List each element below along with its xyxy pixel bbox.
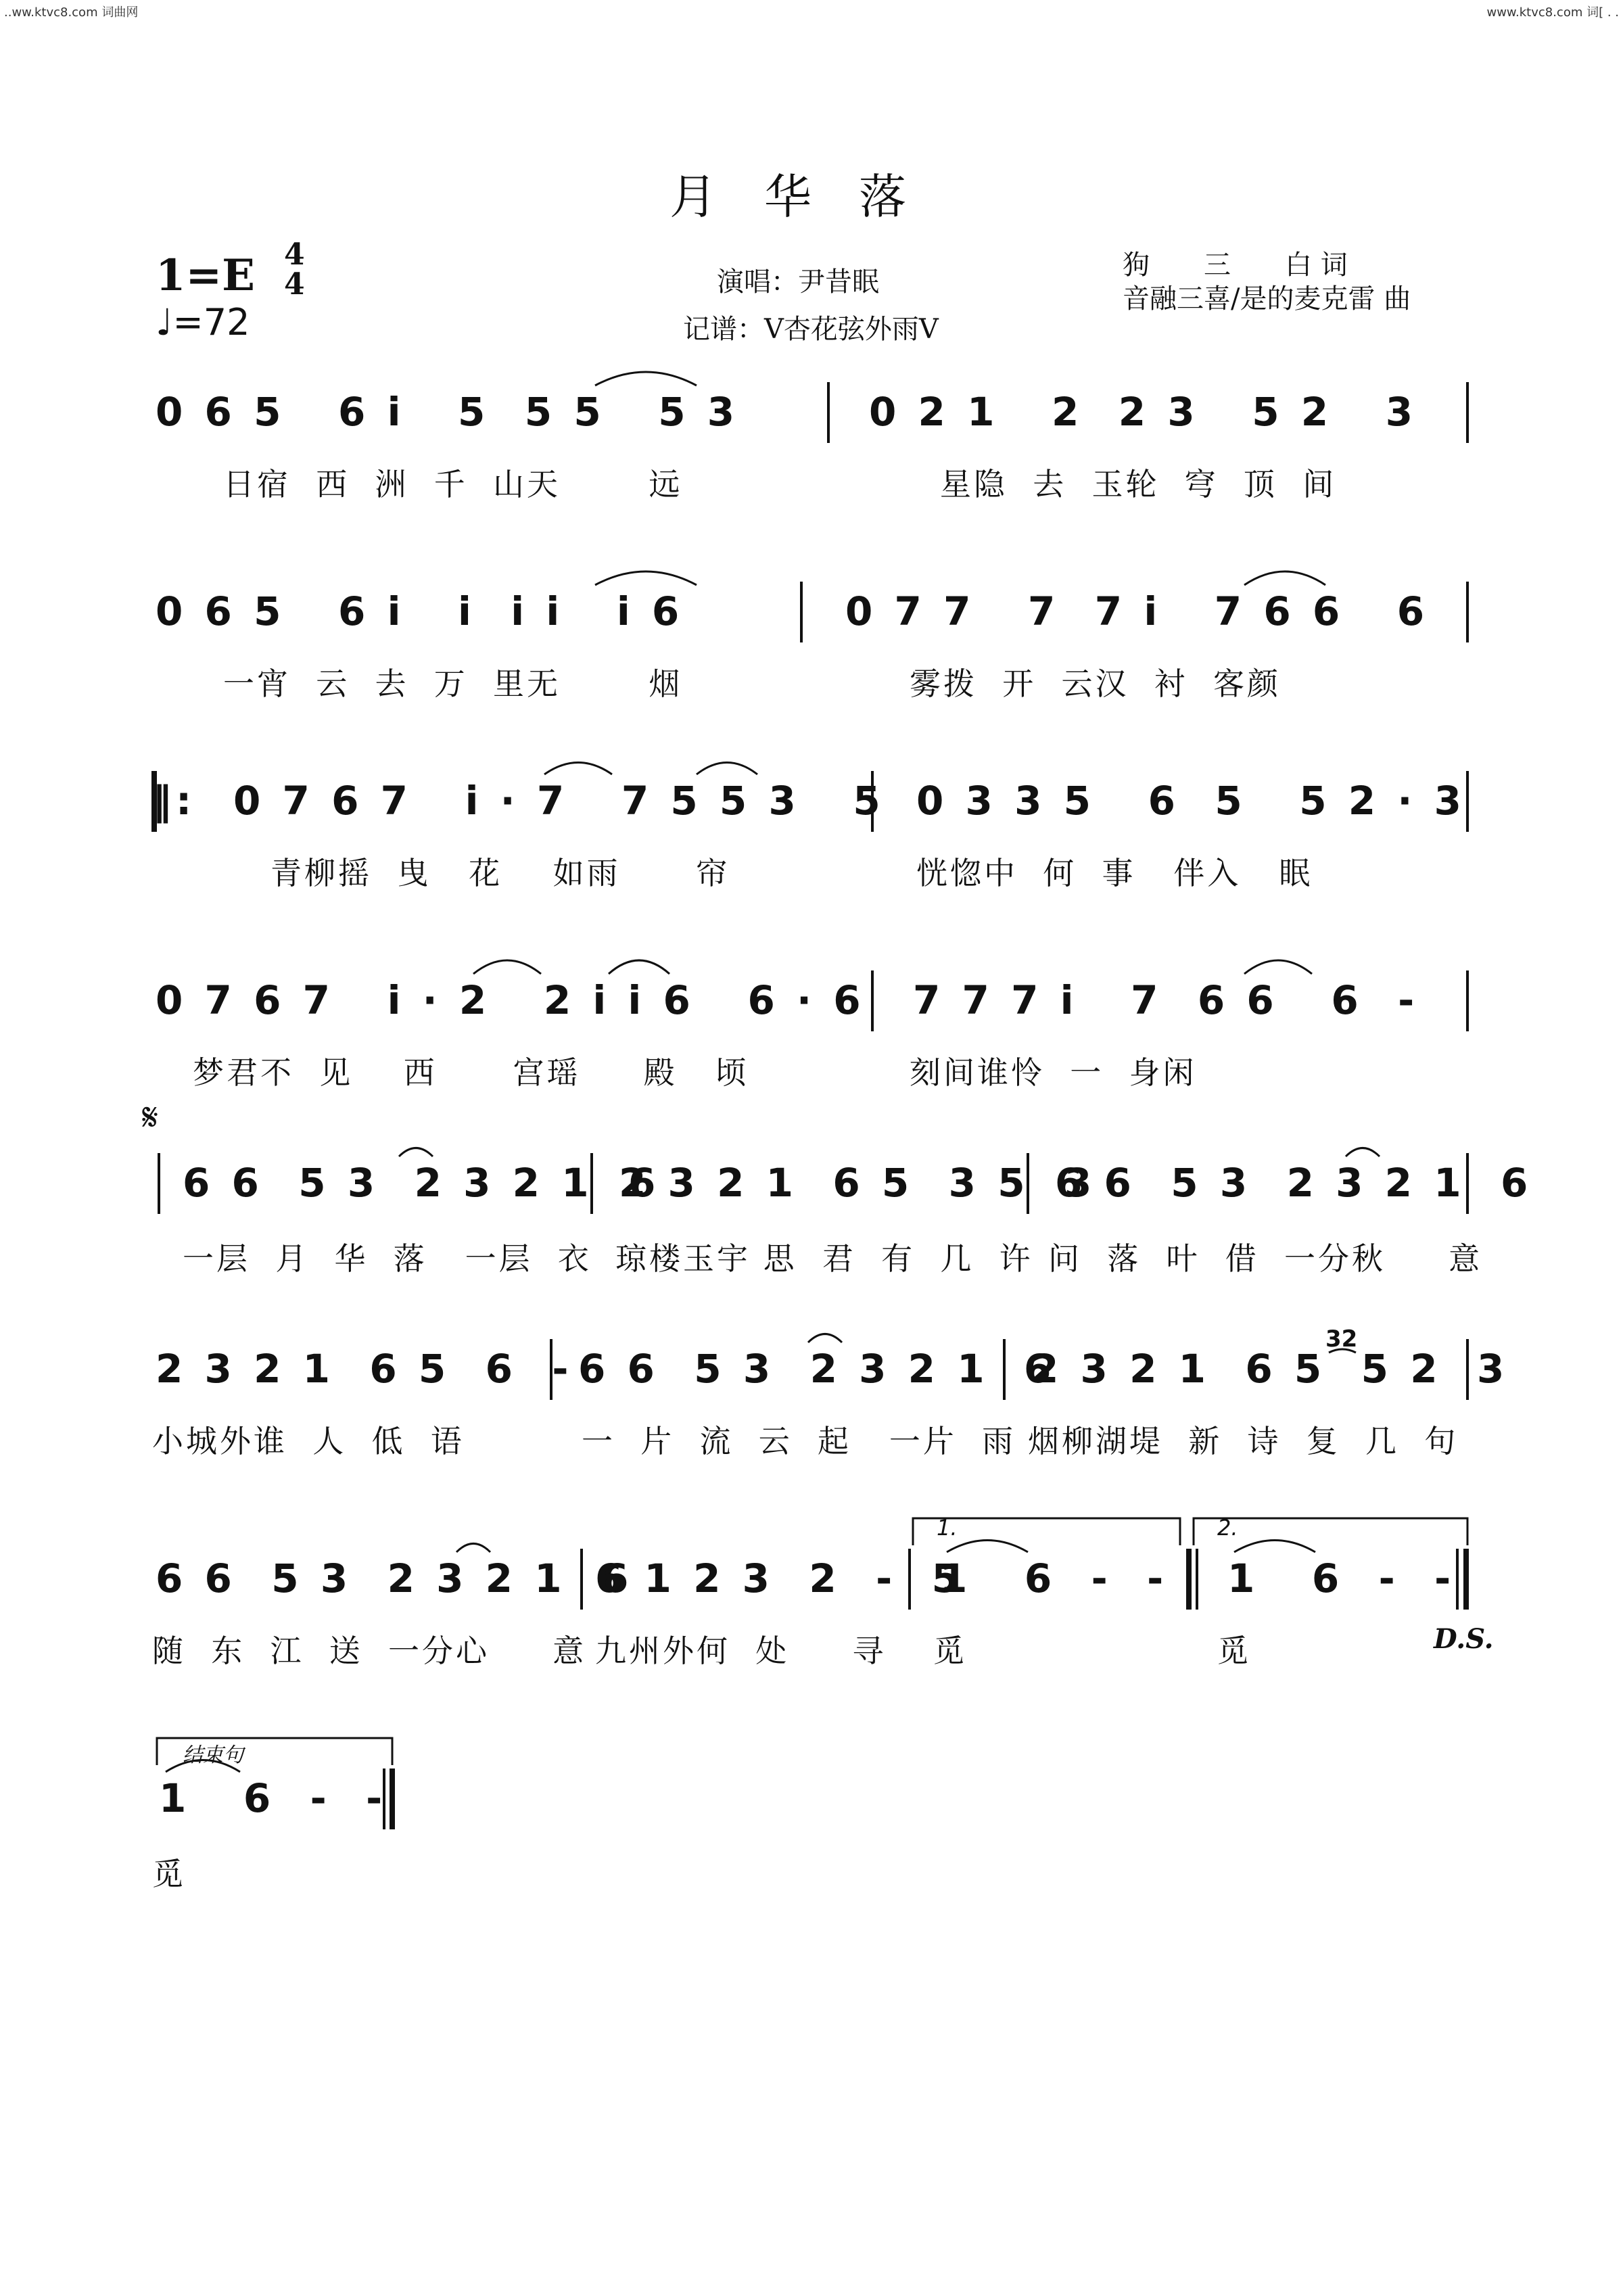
row7-notes-volta2: 1 6 - - [1227,1555,1455,1601]
volta-1-label: 1. [937,1515,958,1541]
site-watermark-right: www.ktvc8.com 词[ . . [1486,5,1619,20]
row5-lyrics-bar2: 琼楼玉宇 思 君 有 几 许 [615,1240,1033,1277]
row7-lyrics-bar1: 随 东 江 送 一分心 意 [152,1633,587,1669]
tempo-marking: ♩=72 [156,301,250,344]
key-signature: 1=E [156,250,255,301]
row7-lyrics-volta1: 觅 [933,1633,967,1669]
row3-notes-bar2: 0 3 3 5 6 5 5 2 · 3 [916,778,1465,824]
row7-lyrics-bar2: 九州外何 处 寻 [595,1633,887,1669]
row6-notes-bar2: 6 6 5 3 2 3 2 1 6 [578,1346,1056,1392]
singer-credit: 演唱：尹昔眠 [717,266,879,298]
row5-notes-bar3: 6 6 5 3 2 3 2 1 6 [1055,1160,1532,1206]
row4-lyrics-bar1: 梦君不 见 西 宫瑶 殿 顷 [193,1054,749,1091]
row8-lyrics: 觅 [152,1856,186,1892]
repeat-start-sign: ‖: [152,778,196,824]
row4-notes-bar2: 7 7 7 i 7 6 6 6 - [913,977,1419,1023]
row6-notes-bar3: 2 3 2 1 6 5 5 2 3 [1031,1346,1509,1392]
row7-notes-bar2: 6 1 2 3 2 - 5 [595,1555,963,1601]
row6-notes-bar1: 2 3 2 1 6 5 6 - [156,1346,573,1392]
volta-2-label: 2. [1217,1515,1238,1541]
row1-notes-bar1: 0 6 5 6 i 5 5 5 5 3 [156,389,739,435]
time-denominator: 4 [284,267,305,302]
row8-notes: 1 6 - - [159,1775,387,1821]
composer-credit: 音融三喜/是的麦克雷 曲 [1123,283,1411,314]
row5-lyrics-bar1: 一层 月 华 落 一层 衣 [183,1240,592,1277]
row3-notes-bar1: 0 7 6 7 i · 7 7 5 5 3 5 [233,778,885,824]
row5-lyrics-bar3: 问 落 叶 借 一分秋 意 [1048,1240,1483,1277]
row6-lyrics-bar3: 烟柳湖堤 新 诗 复 几 句 [1028,1423,1459,1459]
row7-notes-volta1: 1 6 - - [940,1555,1168,1601]
row4-lyrics-bar2: 刻间谁怜 一 身闲 [910,1054,1197,1091]
row7-notes-bar1: 6 6 5 3 2 3 2 1 6 [156,1555,633,1601]
row3-lyrics-bar2: 恍惚中 何 事 伴入 眠 [916,855,1313,891]
ending-label: 结束句 [183,1743,243,1767]
segno-sign: 𝄋 [142,1096,159,1140]
row3-lyrics-bar1: 青柳摇 曳 花 如雨 帘 [270,855,730,891]
row1-lyrics-bar1: 日宿 西 洲 千 山天 远 [223,466,683,502]
row6-lyrics-bar2: 一 片 流 云 起 一片 雨 [582,1423,1016,1459]
transcriber-credit: 记谱：V杏花弦外雨V [683,314,939,345]
grace-notes: 32 [1325,1326,1358,1353]
row5-notes-bar2: 2 3 2 1 6 5 3 5 3 [619,1160,1096,1206]
row6-lyrics-bar1: 小城外谁 人 低 语 [152,1423,465,1459]
row4-notes-bar1: 0 7 6 7 i · 2 2 i i 6 6 · 6 [156,977,865,1023]
lyricist-credit: 狗 三 白 词 [1123,250,1348,281]
row2-lyrics-bar1: 一宵 云 去 万 里无 烟 [223,665,683,702]
row2-lyrics-bar2: 雾拨 开 云汉 衬 客颜 [910,665,1281,702]
site-watermark-left: ..ww.ktvc8.com 词曲网 [4,5,139,20]
time-numerator: 4 [284,237,305,272]
dal-segno-mark: D.S. [1434,1623,1494,1655]
row7-lyrics-volta2: 觅 [1217,1633,1251,1669]
row1-notes-bar2: 0 2 1 2 2 3 5 2 3 [869,389,1417,435]
row2-notes-bar2: 0 7 7 7 7 i 7 6 6 6 [845,588,1429,634]
row5-notes-bar1: 6 6 5 3 2 3 2 1 6 [183,1160,660,1206]
row1-lyrics-bar2: 星隐 去 玉轮 穹 顶 间 [940,466,1337,502]
song-title: 月华落 [669,169,954,225]
row2-notes-bar1: 0 6 5 6 i i i i i 6 [156,588,684,634]
